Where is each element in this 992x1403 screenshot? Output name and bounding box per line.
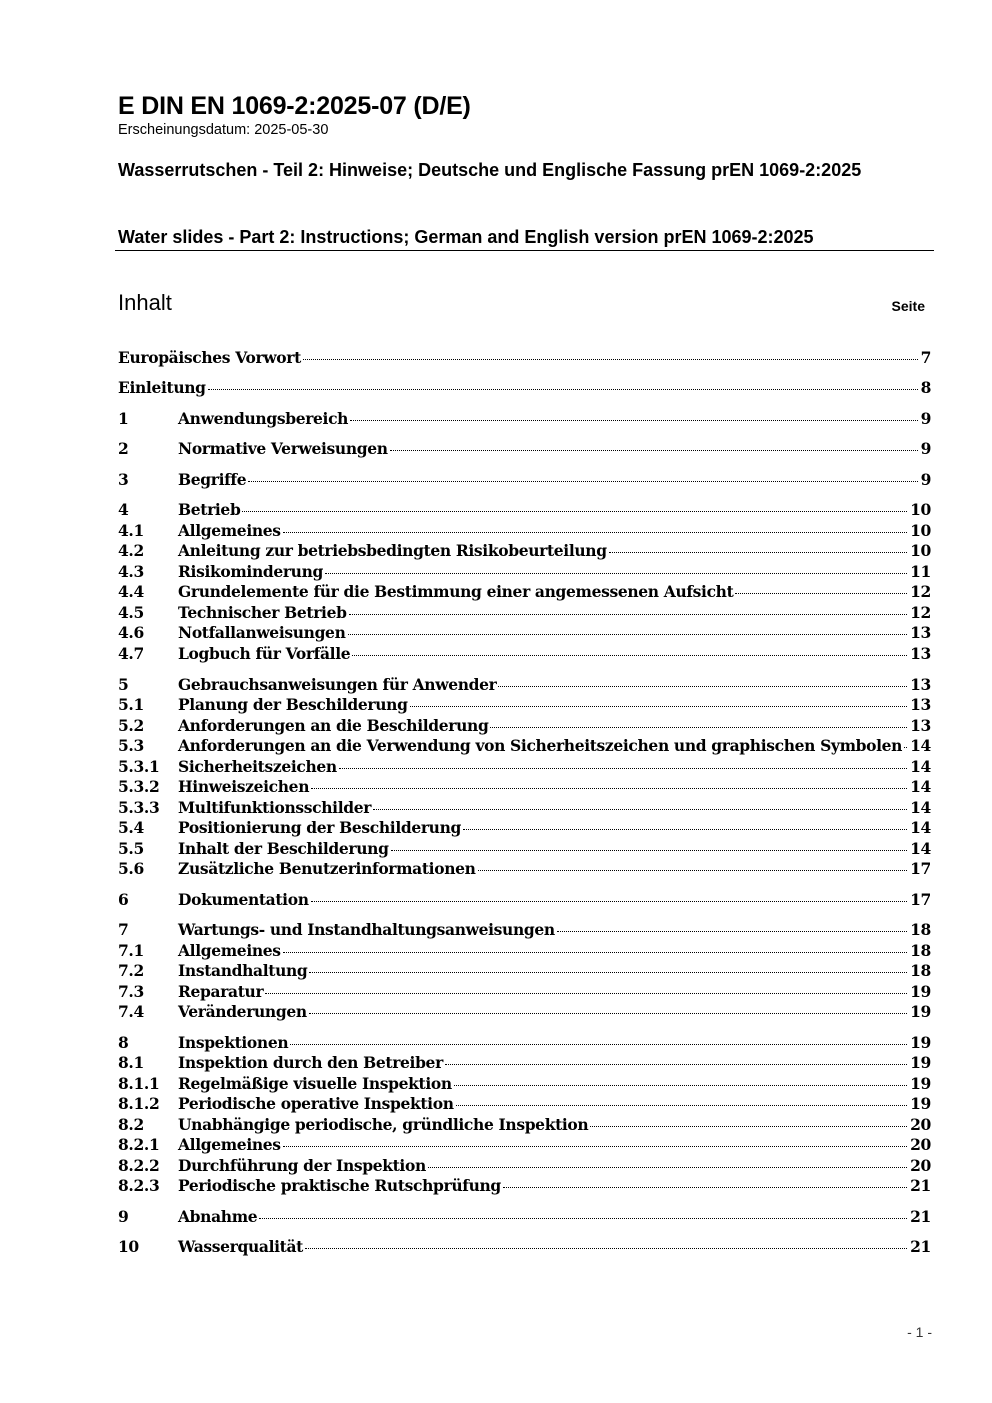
toc-entry-label: Europäisches Vorwort <box>118 348 301 367</box>
toc-dot-leader <box>311 901 907 902</box>
toc-entry-page: 21 <box>910 1176 931 1195</box>
toc-entry-page: 21 <box>910 1237 931 1256</box>
toc-entry-label: Anforderungen an die Verwendung von Sicherheitszeichen und graphischen Symbolen <box>178 736 903 755</box>
toc-entry-page: 21 <box>910 1207 931 1226</box>
toc-entry-number: 5.2 <box>118 716 144 735</box>
toc-entry[interactable] <box>118 1002 931 1023</box>
toc-entry-number: 5 <box>118 675 129 694</box>
toc-entry[interactable] <box>118 1135 931 1156</box>
toc-dot-leader <box>242 511 907 512</box>
toc-entry[interactable] <box>118 777 931 798</box>
toc-entry[interactable] <box>118 439 931 460</box>
toc-entry[interactable] <box>118 623 931 644</box>
toc-entry-number: 4.1 <box>118 521 144 540</box>
publication-date: Erscheinungsdatum: 2025-05-30 <box>118 122 329 138</box>
toc-entry-number: 5.3.1 <box>118 757 160 776</box>
toc-entry-page: 10 <box>910 521 931 540</box>
toc-entry-number: 8.1.1 <box>118 1074 160 1093</box>
toc-entry-number: 1 <box>118 409 129 428</box>
toc-entry[interactable] <box>118 839 931 860</box>
toc-entry-page: 20 <box>910 1135 931 1154</box>
toc-entry-page: 13 <box>910 623 931 642</box>
toc-entry[interactable] <box>118 1115 931 1136</box>
toc-entry-label: Inspektionen <box>178 1033 289 1052</box>
toc-entry-number: 7.1 <box>118 941 144 960</box>
toc-entry[interactable] <box>118 562 931 583</box>
toc-entry-label: Einleitung <box>118 378 206 397</box>
toc-entry-page: 14 <box>910 777 931 796</box>
toc-dot-leader <box>498 686 907 687</box>
standard-id: E DIN EN 1069-2:2025-07 (D/E) <box>118 92 471 120</box>
toc-entry-label: Durchführung der Inspektion <box>178 1156 426 1175</box>
toc-dot-leader <box>283 532 907 533</box>
toc-entry-page: 11 <box>910 562 931 581</box>
toc-dot-leader <box>349 614 908 615</box>
toc-entry-label: Risikominderung <box>178 562 324 581</box>
toc-entry-number: 8.2 <box>118 1115 144 1134</box>
toc-entry-number: 8.2.2 <box>118 1156 160 1175</box>
toc-dot-leader <box>325 573 907 574</box>
toc-entry-page: 19 <box>910 1074 931 1093</box>
toc-entry[interactable] <box>118 1176 931 1197</box>
toc-entry-label: Notfallanweisungen <box>178 623 346 642</box>
toc-entry-number: 4.3 <box>118 562 144 581</box>
toc-entry[interactable] <box>118 798 931 819</box>
toc-entry-number: 5.5 <box>118 839 144 858</box>
toc-entry-page: 17 <box>910 890 931 909</box>
toc-entry-number: 4 <box>118 500 129 519</box>
toc-entry-label: Normative Verweisungen <box>178 439 388 458</box>
toc-entry-number: 4.2 <box>118 541 144 560</box>
toc-entry-label: Allgemeines <box>178 1135 281 1154</box>
toc-entry-label: Unabhängige periodische, gründliche Inspektion <box>178 1115 589 1134</box>
toc-entry-page: 12 <box>910 603 931 622</box>
toc-dot-leader <box>428 1167 907 1168</box>
toc-entry-label: Gebrauchsanweisungen für Anwender <box>178 675 497 694</box>
toc-entry-number: 8 <box>118 1033 129 1052</box>
toc-entry[interactable] <box>118 1053 931 1074</box>
toc-entry-label: Grundelemente für die Bestimmung einer angemessenen Aufsicht <box>178 582 734 601</box>
toc-entry[interactable] <box>118 500 931 521</box>
toc-entry[interactable] <box>118 941 931 962</box>
toc-dot-leader <box>445 1064 907 1065</box>
toc-entry-label: Inspektion durch den Betreiber <box>178 1053 443 1072</box>
toc-entry-page: 18 <box>910 941 931 960</box>
toc-entry-label: Instandhaltung <box>178 961 308 980</box>
toc-entry-label: Technischer Betrieb <box>178 603 347 622</box>
toc-entry-number: 5.3 <box>118 736 144 755</box>
toc-dot-leader <box>557 931 907 932</box>
toc-entry-label: Wasserqualität <box>178 1237 303 1256</box>
toc-entry-label: Abnahme <box>178 1207 258 1226</box>
toc-entry[interactable] <box>118 409 931 430</box>
toc-entry[interactable] <box>118 890 931 911</box>
toc-entry-page: 19 <box>910 1002 931 1021</box>
toc-dot-leader <box>410 706 908 707</box>
toc-entry[interactable] <box>118 378 931 399</box>
toc-entry[interactable] <box>118 736 931 757</box>
toc-entry-label: Dokumentation <box>178 890 309 909</box>
toc-entry-number: 6 <box>118 890 129 909</box>
toc-entry-label: Regelmäßige visuelle Inspektion <box>178 1074 452 1093</box>
toc-entry-page: 18 <box>910 961 931 980</box>
toc-dot-leader <box>259 1218 907 1219</box>
toc-dot-leader <box>904 747 907 748</box>
toc-entry[interactable] <box>118 1033 931 1054</box>
toc-entry-page: 14 <box>910 757 931 776</box>
toc-entry-number: 4.7 <box>118 644 144 663</box>
toc-dot-leader <box>265 993 907 994</box>
toc-entry-page: 13 <box>910 644 931 663</box>
toc-entry-label: Begriffe <box>178 470 247 489</box>
toc-entry-label: Anforderungen an die Beschilderung <box>178 716 489 735</box>
toc-dot-leader <box>290 1044 907 1045</box>
toc-entry[interactable] <box>118 603 931 624</box>
toc-entry-label: Inhalt der Beschilderung <box>178 839 389 858</box>
toc-dot-leader <box>503 1187 907 1188</box>
toc-entry-label: Wartungs- und Instandhaltungsanweisungen <box>178 920 555 939</box>
toc-entry[interactable] <box>118 1156 931 1177</box>
toc-dot-leader <box>311 788 907 789</box>
toc-entry[interactable] <box>118 1094 931 1115</box>
toc-entry-page: 13 <box>910 695 931 714</box>
toc-entry-page: 14 <box>910 818 931 837</box>
toc-entry-page: 14 <box>910 798 931 817</box>
toc-dot-leader <box>208 389 918 390</box>
toc-entry-number: 3 <box>118 470 129 489</box>
toc-entry-label: Periodische praktische Rutschprüfung <box>178 1176 501 1195</box>
toc-entry-number: 5.3.2 <box>118 777 160 796</box>
toc-entry[interactable] <box>118 982 931 1003</box>
toc-entry[interactable] <box>118 521 931 542</box>
toc-entry-number: 8.2.3 <box>118 1176 160 1195</box>
toc-entry-label: Reparatur <box>178 982 264 1001</box>
toc-entry-label: Periodische operative Inspektion <box>178 1094 454 1113</box>
toc-entry-number: 4.5 <box>118 603 144 622</box>
toc-entry[interactable] <box>118 859 931 880</box>
title-german: Wasserrutschen - Teil 2: Hinweise; Deutsche und Englische Fassung prEN 1069-2:2025 <box>118 160 862 180</box>
toc-entry[interactable] <box>118 920 931 941</box>
toc-entry-label: Hinweiszeichen <box>178 777 310 796</box>
toc-entry-page: 9 <box>920 409 931 428</box>
toc-entry-page: 20 <box>910 1115 931 1134</box>
toc-heading: Inhalt <box>118 290 172 315</box>
toc-entry[interactable] <box>118 1207 931 1228</box>
toc-entry[interactable] <box>118 716 931 737</box>
toc-entry-label: Zusätzliche Benutzerinformationen <box>178 859 476 878</box>
toc-entry-page: 10 <box>910 500 931 519</box>
toc-dot-leader <box>303 359 918 360</box>
toc-dot-leader <box>391 850 908 851</box>
toc-entry-page: 17 <box>910 859 931 878</box>
toc-entry[interactable] <box>118 675 931 696</box>
toc-entry-page: 8 <box>920 378 931 397</box>
toc-entry-page: 10 <box>910 541 931 560</box>
footer-page-number: - 1 - <box>907 1324 932 1340</box>
title-english: Water slides - Part 2: Instructions; German and English version prEN 1069-2:2025 <box>118 227 814 247</box>
toc-entry[interactable] <box>118 961 931 982</box>
toc-entry-number: 8.1 <box>118 1053 144 1072</box>
toc-entry-page: 13 <box>910 675 931 694</box>
toc-dot-leader <box>456 1105 908 1106</box>
toc-dot-leader <box>454 1085 907 1086</box>
toc-entry[interactable] <box>118 695 931 716</box>
toc-entry-label: Betrieb <box>178 500 241 519</box>
toc-entry-label: Anwendungsbereich <box>178 409 349 428</box>
toc-entry-page: 19 <box>910 982 931 1001</box>
toc-entry-page: 13 <box>910 716 931 735</box>
toc-entry[interactable] <box>118 1237 931 1258</box>
toc-entry-number: 4.4 <box>118 582 144 601</box>
toc-dot-leader <box>339 768 907 769</box>
toc-dot-leader <box>283 952 907 953</box>
toc-dot-leader <box>248 481 917 482</box>
header-rule <box>115 250 934 251</box>
toc-entry-label: Sicherheitszeichen <box>178 757 337 776</box>
toc-entry[interactable] <box>118 644 931 665</box>
toc-dot-leader <box>305 1248 907 1249</box>
toc-entry-number: 7 <box>118 920 129 939</box>
toc-entry-number: 7.2 <box>118 961 144 980</box>
toc-entry-page: 19 <box>910 1033 931 1052</box>
toc-entry-number: 9 <box>118 1207 129 1226</box>
toc-entry-number: 4.6 <box>118 623 144 642</box>
toc-entry[interactable] <box>118 582 931 603</box>
toc-dot-leader <box>609 552 907 553</box>
toc-entry-number: 2 <box>118 439 129 458</box>
toc-entry-number: 5.1 <box>118 695 144 714</box>
toc-entry-label: Planung der Beschilderung <box>178 695 408 714</box>
page-column-label: Seite <box>891 298 925 314</box>
toc-dot-leader <box>478 870 908 871</box>
toc-entry-page: 19 <box>910 1053 931 1072</box>
toc-dot-leader <box>463 829 907 830</box>
toc-dot-leader <box>309 972 907 973</box>
toc-dot-leader <box>590 1126 907 1127</box>
toc-entry-label: Multifunktionsschilder <box>178 798 372 817</box>
toc-entry-page: 20 <box>910 1156 931 1175</box>
toc-entry-label: Allgemeines <box>178 941 281 960</box>
toc-entry-number: 5.6 <box>118 859 144 878</box>
toc-entry-page: 19 <box>910 1094 931 1113</box>
toc-entry[interactable] <box>118 470 931 491</box>
toc-entry-number: 10 <box>118 1237 139 1256</box>
toc-dot-leader <box>348 634 908 635</box>
toc-dot-leader <box>309 1013 907 1014</box>
toc-entry-page: 9 <box>920 470 931 489</box>
toc-entry-number: 8.1.2 <box>118 1094 160 1113</box>
toc-entry-page: 18 <box>910 920 931 939</box>
toc-dot-leader <box>490 727 907 728</box>
toc-entry-label: Veränderungen <box>178 1002 307 1021</box>
toc-entry-number: 8.2.1 <box>118 1135 160 1154</box>
toc-dot-leader <box>283 1146 907 1147</box>
toc-entry-page: 12 <box>910 582 931 601</box>
toc-entry-page: 14 <box>910 736 931 755</box>
toc-entry-label: Logbuch für Vorfälle <box>178 644 351 663</box>
toc-entry[interactable] <box>118 1074 931 1095</box>
toc-entry-page: 7 <box>920 348 931 367</box>
toc-entry[interactable] <box>118 541 931 562</box>
toc-entry[interactable] <box>118 348 931 369</box>
toc-entry-label: Allgemeines <box>178 521 281 540</box>
toc-entry-page: 14 <box>910 839 931 858</box>
toc-dot-leader <box>373 809 907 810</box>
toc-entry-label: Positionierung der Beschilderung <box>178 818 462 837</box>
toc-entry-page: 9 <box>920 439 931 458</box>
toc-dot-leader <box>352 655 907 656</box>
toc-entry-number: 7.4 <box>118 1002 144 1021</box>
toc-entry-number: 7.3 <box>118 982 144 1001</box>
toc-dot-leader <box>735 593 907 594</box>
toc-entry[interactable] <box>118 818 931 839</box>
toc-dot-leader <box>350 420 917 421</box>
toc-entry-number: 5.3.3 <box>118 798 160 817</box>
toc-dot-leader <box>390 450 918 451</box>
toc-entry-number: 5.4 <box>118 818 144 837</box>
toc-entry-label: Anleitung zur betriebsbedingten Risikobeurteilung <box>178 541 607 560</box>
toc-entry[interactable] <box>118 757 931 778</box>
